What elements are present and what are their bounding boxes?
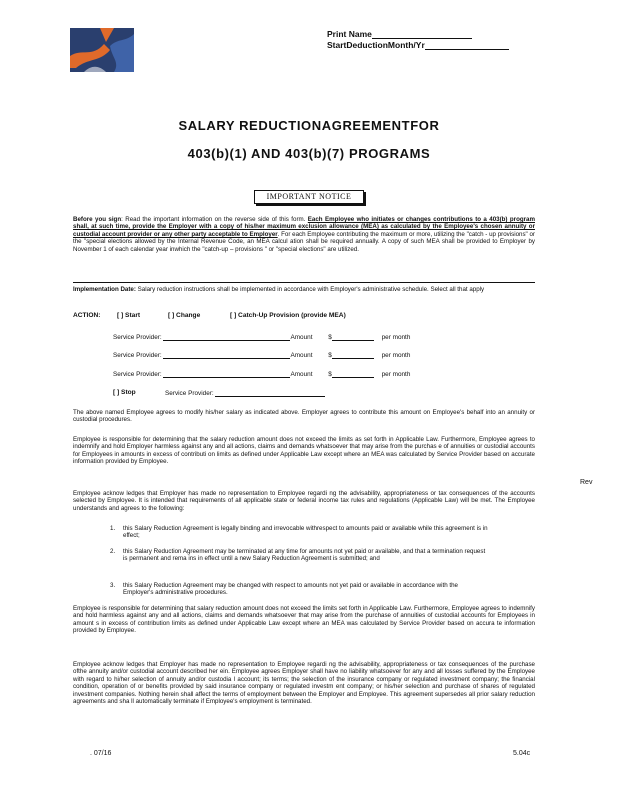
- list-item: [110, 582, 490, 597]
- section-divider: [73, 282, 535, 283]
- per-month-label: per month: [381, 334, 411, 341]
- stop-provider-row: [165, 389, 325, 397]
- provider-input[interactable]: [163, 370, 290, 378]
- provider-label: Service Provider:: [113, 371, 162, 378]
- dollar-sign: $: [328, 371, 332, 378]
- intro-paragraph: [73, 216, 535, 253]
- list-item: [110, 548, 490, 563]
- amount-label: Amount: [290, 371, 313, 378]
- revision-label: Rev: [580, 479, 593, 486]
- footer-date: . 07/16: [90, 750, 112, 757]
- provider-label: Service Provider:: [113, 334, 162, 341]
- intro-text-2: . For each Employee contributing the maximum or more, utilizing the "catch - up provisions" or the "special elections allowed by the Internal Revenue Code, an MEA calcul ation shall be required annually. A copy of such MEA shall be provided to Employer by November 1 of each calendar year inwhich the "catch-up – provisions " or "special elections" are utilized.: [73, 230, 535, 253]
- amount-input[interactable]: [332, 370, 374, 378]
- provider-label: Service Provider:: [113, 352, 162, 359]
- implementation-paragraph: [73, 286, 535, 293]
- list-item: [110, 525, 490, 540]
- liability-paragraph: Employee acknow ledges that Employer has made no representation to Employee regardi ng the advisability, appropriateness or tax consequences of the purchase ofthe annuity and/or custodial account described her ein. Employee agrees Employer shall have no liability whatsoever for any and all losses suffered by the Employee with regard to hi/her selection of annuity and/or custodia l account; its terms; the selection of the insurance company or regulated investment company; the financial condition, operation of or benefits provided by said insurance company or regulated investm ent company; or his/her selection and purchase of shares of regulated investment companies. Nothing herein shall affect the terms of employment between the Employer and Employee. This agreement supersedes all prior salary reduction agreements and sha ll automatically terminate if Employee's employment is terminated.: [73, 661, 535, 706]
- catch-up-checkbox[interactable]: [ ] Catch-Up Provision (provide MEA): [230, 312, 346, 319]
- acknowledgement-paragraph: Employee acknow ledges that Employer has made no representation to Employee regardi ng the advisability, appropriateness or tax consequences of the accounts selected by Employee. It is intended that requirements of all applicable state or federal income tax rules and regulations (Applicable Law) will be met. The Employee understands and agrees to the following:: [73, 490, 535, 512]
- change-checkbox[interactable]: [ ] Change: [168, 312, 201, 319]
- amount-input[interactable]: [332, 333, 374, 341]
- intro-bold-underlined: Each Employee who initiates or changes contributions to a 403(b) program shall, at such time, provide the Employer with a copy of his/her maximum exclusion allowance (MEA) as calculated by the Employee's chosen annuity or custodial account provider or any other party acceptable to Employer: [73, 216, 535, 238]
- important-notice-box: IMPORTANT NOTICE: [254, 190, 364, 204]
- provider-row: [113, 351, 410, 359]
- title-line-2: 403(b)(1) AND 403(b)(7) PROGRAMS: [187, 146, 431, 161]
- stop-provider-input[interactable]: [215, 389, 325, 397]
- start-deduction-label: StartDeductionMonth/Yr: [327, 40, 425, 50]
- intro-text-1: : Read the important information on the reverse side of this form.: [121, 216, 308, 223]
- list-number: 2.: [110, 548, 116, 555]
- start-checkbox[interactable]: [ ] Start: [117, 312, 141, 319]
- amount-label: Amount: [290, 334, 313, 341]
- start-deduction-field: [327, 40, 509, 50]
- provider-row: [113, 370, 410, 378]
- list-text: this Salary Reduction Agreement may be changed with respect to amounts not yet paid or available in accordance with the Employer's administrative procedures.: [123, 582, 459, 597]
- action-label: ACTION:: [73, 312, 101, 319]
- list-text: this Salary Reduction Agreement is legally binding and irrevocable withrespect to amounts paid or available while this agreement is in effect;: [123, 525, 488, 540]
- agreement-paragraph: The above named Employee agrees to modify his/her salary as indicated above. Employer agrees to contribute this amount on Employee's behalf into an annuity or custodial procedures.: [73, 409, 535, 424]
- list-number: 3.: [110, 582, 116, 589]
- provider-input[interactable]: [163, 351, 290, 359]
- per-month-label: per month: [381, 352, 411, 359]
- indemnify-paragraph: Employee is responsible for determining that salary reduction amount does not exceed the limits set forth in Applicable Law. Furthermore, Employee agrees to indemnify and hold harmless against any and all actions, claims and demands whatsoever that may arise from the purchase of annuities of custodial accounts for Employees in amount s in excess of contribution limits as defined under Applicable Law except where an MEA was calculated by Service Provider based on accura te information provided by Employee.: [73, 605, 535, 635]
- print-name-blank[interactable]: [372, 38, 472, 39]
- per-month-label: per month: [381, 371, 411, 378]
- list-number: 1.: [110, 525, 116, 532]
- print-name-label: Print Name: [327, 29, 372, 39]
- stop-checkbox[interactable]: [ ] Stop: [113, 389, 136, 396]
- print-name-field: [327, 29, 472, 39]
- responsibility-paragraph: Employee is responsible for determining that the salary reduction amount does not exceed the limits as set forth in Applicable Law. Furthermore, Employee agrees to indemnify and hold Employer harmless against any and all actions, claims and demands whatsoever that may arise from the purchas e of annuities or custodial accounts for Employees in amounts in excess of contributi on limits as defined under Applicable Law except where an MEA was calculated by Service Provider based on accurate information provided by Employee.: [73, 436, 535, 466]
- start-deduction-blank[interactable]: [425, 49, 509, 50]
- company-logo: [70, 28, 134, 72]
- amount-input[interactable]: [332, 351, 374, 359]
- implementation-label: Implementation Date:: [73, 286, 136, 293]
- amount-label: Amount: [290, 352, 313, 359]
- implementation-text: Salary reduction instructions shall be implemented in accordance with Employer's administrative schedule. Select all that apply: [135, 286, 485, 293]
- dollar-sign: $: [328, 352, 332, 359]
- provider-row: [113, 333, 410, 341]
- title-line-1: SALARY REDUCTIONAGREEMENTFOR: [178, 118, 440, 133]
- stop-provider-label: Service Provider:: [165, 390, 214, 397]
- footer-version: 5.04c: [513, 750, 531, 757]
- list-text: this Salary Reduction Agreement may be terminated at any time for amounts not yet paid or available, and that a termination request is permanent and rema ins in effect until a new Salary Reduction Agreement is submitted; and: [123, 548, 486, 563]
- provider-input[interactable]: [163, 333, 290, 341]
- dollar-sign: $: [328, 334, 332, 341]
- intro-lead: Before you sign: [73, 216, 122, 223]
